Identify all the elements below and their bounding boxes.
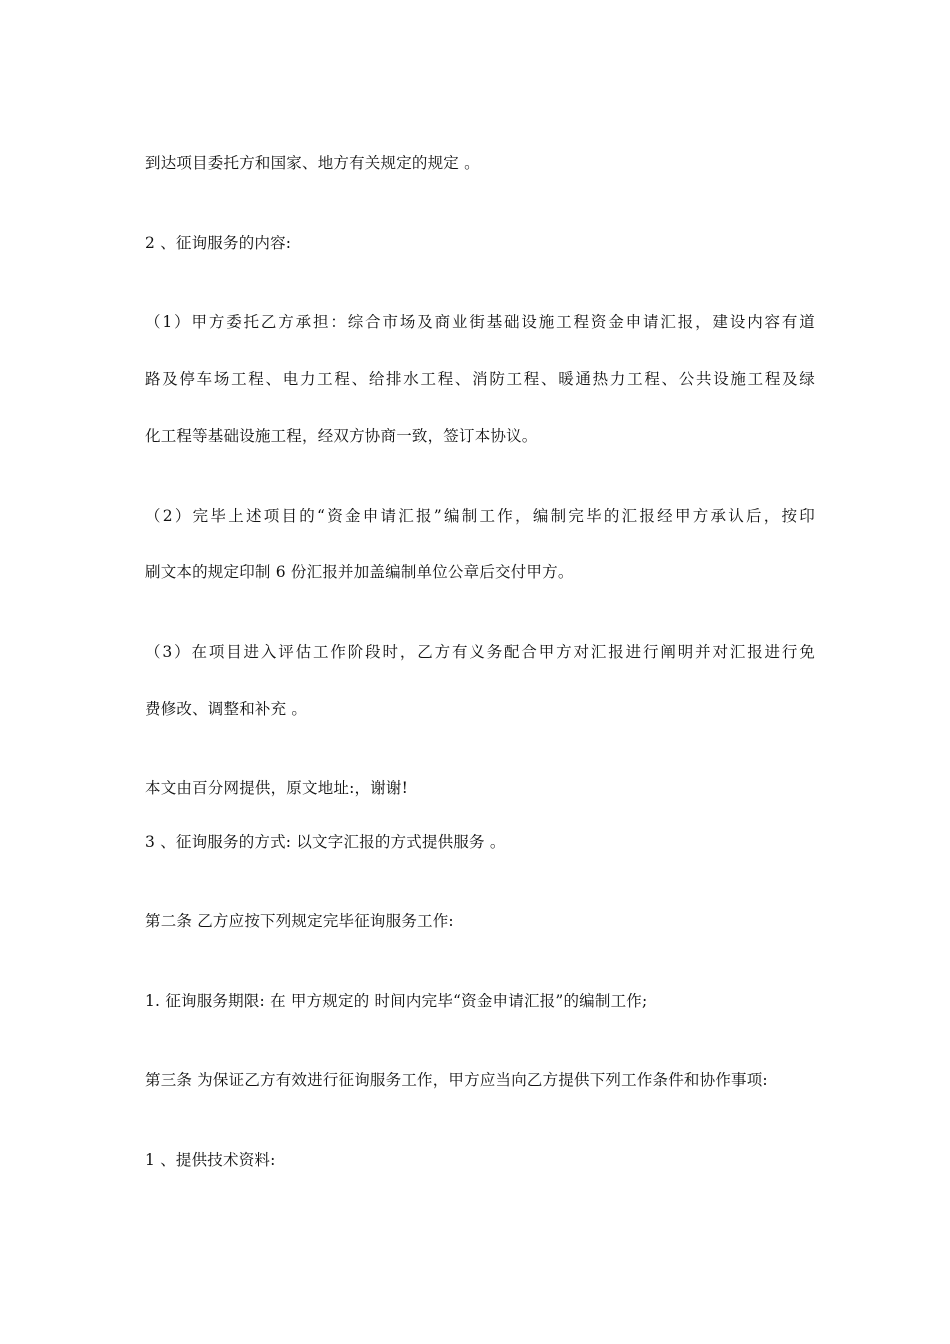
clause-1-line-3: 化工程等基础设施工程，经双方协商一致，签订本协议。 [145,427,538,445]
paragraph-line-1: 到达项目委托方和国家、地方有关规定的规定 。 [145,154,480,172]
clause-3-line-1: （3）在项目进入评估工作阶段时，乙方有义务配合甲方对汇报进行阐明并对汇报进行免 [145,643,815,661]
clause-1-line-1: （1）甲方委托乙方承担：综合市场及商业街基础设施工程资金申请汇报，建设内容有道 [145,313,815,331]
section-heading-service-content: 2 、征询服务的内容: [145,234,292,252]
section-heading-service-method: 3 、征询服务的方式: 以文字汇报的方式提供服务 。 [145,833,506,851]
clause-2-line-1: （2）完毕上述项目的“资金申请汇报”编制工作，编制完毕的汇报经甲方承认后，按印 [145,507,815,525]
clause-3-line-2: 费修改、调整和补充 。 [145,700,308,718]
article-3-heading: 第三条 为保证乙方有效进行征询服务工作，甲方应当向乙方提供下列工作条件和协作事项: [145,1071,768,1089]
service-period-line: 1. 征询服务期限: 在 甲方规定的 时间内完毕“资金申请汇报”的编制工作; [145,992,648,1010]
article-2-heading: 第二条 乙方应按下列规定完毕征询服务工作: [145,912,454,930]
technical-materials-heading: 1 、提供技术资料: [145,1151,276,1169]
source-notice: 本文由百分网提供，原文地址:，谢谢! [145,779,409,797]
clause-1-line-2: 路及停车场工程、电力工程、给排水工程、消防工程、暖通热力工程、公共设施工程及绿 [145,370,815,388]
clause-2-line-2: 刷文本的规定印制 6 份汇报并加盖编制单位公章后交付甲方。 [145,563,574,581]
